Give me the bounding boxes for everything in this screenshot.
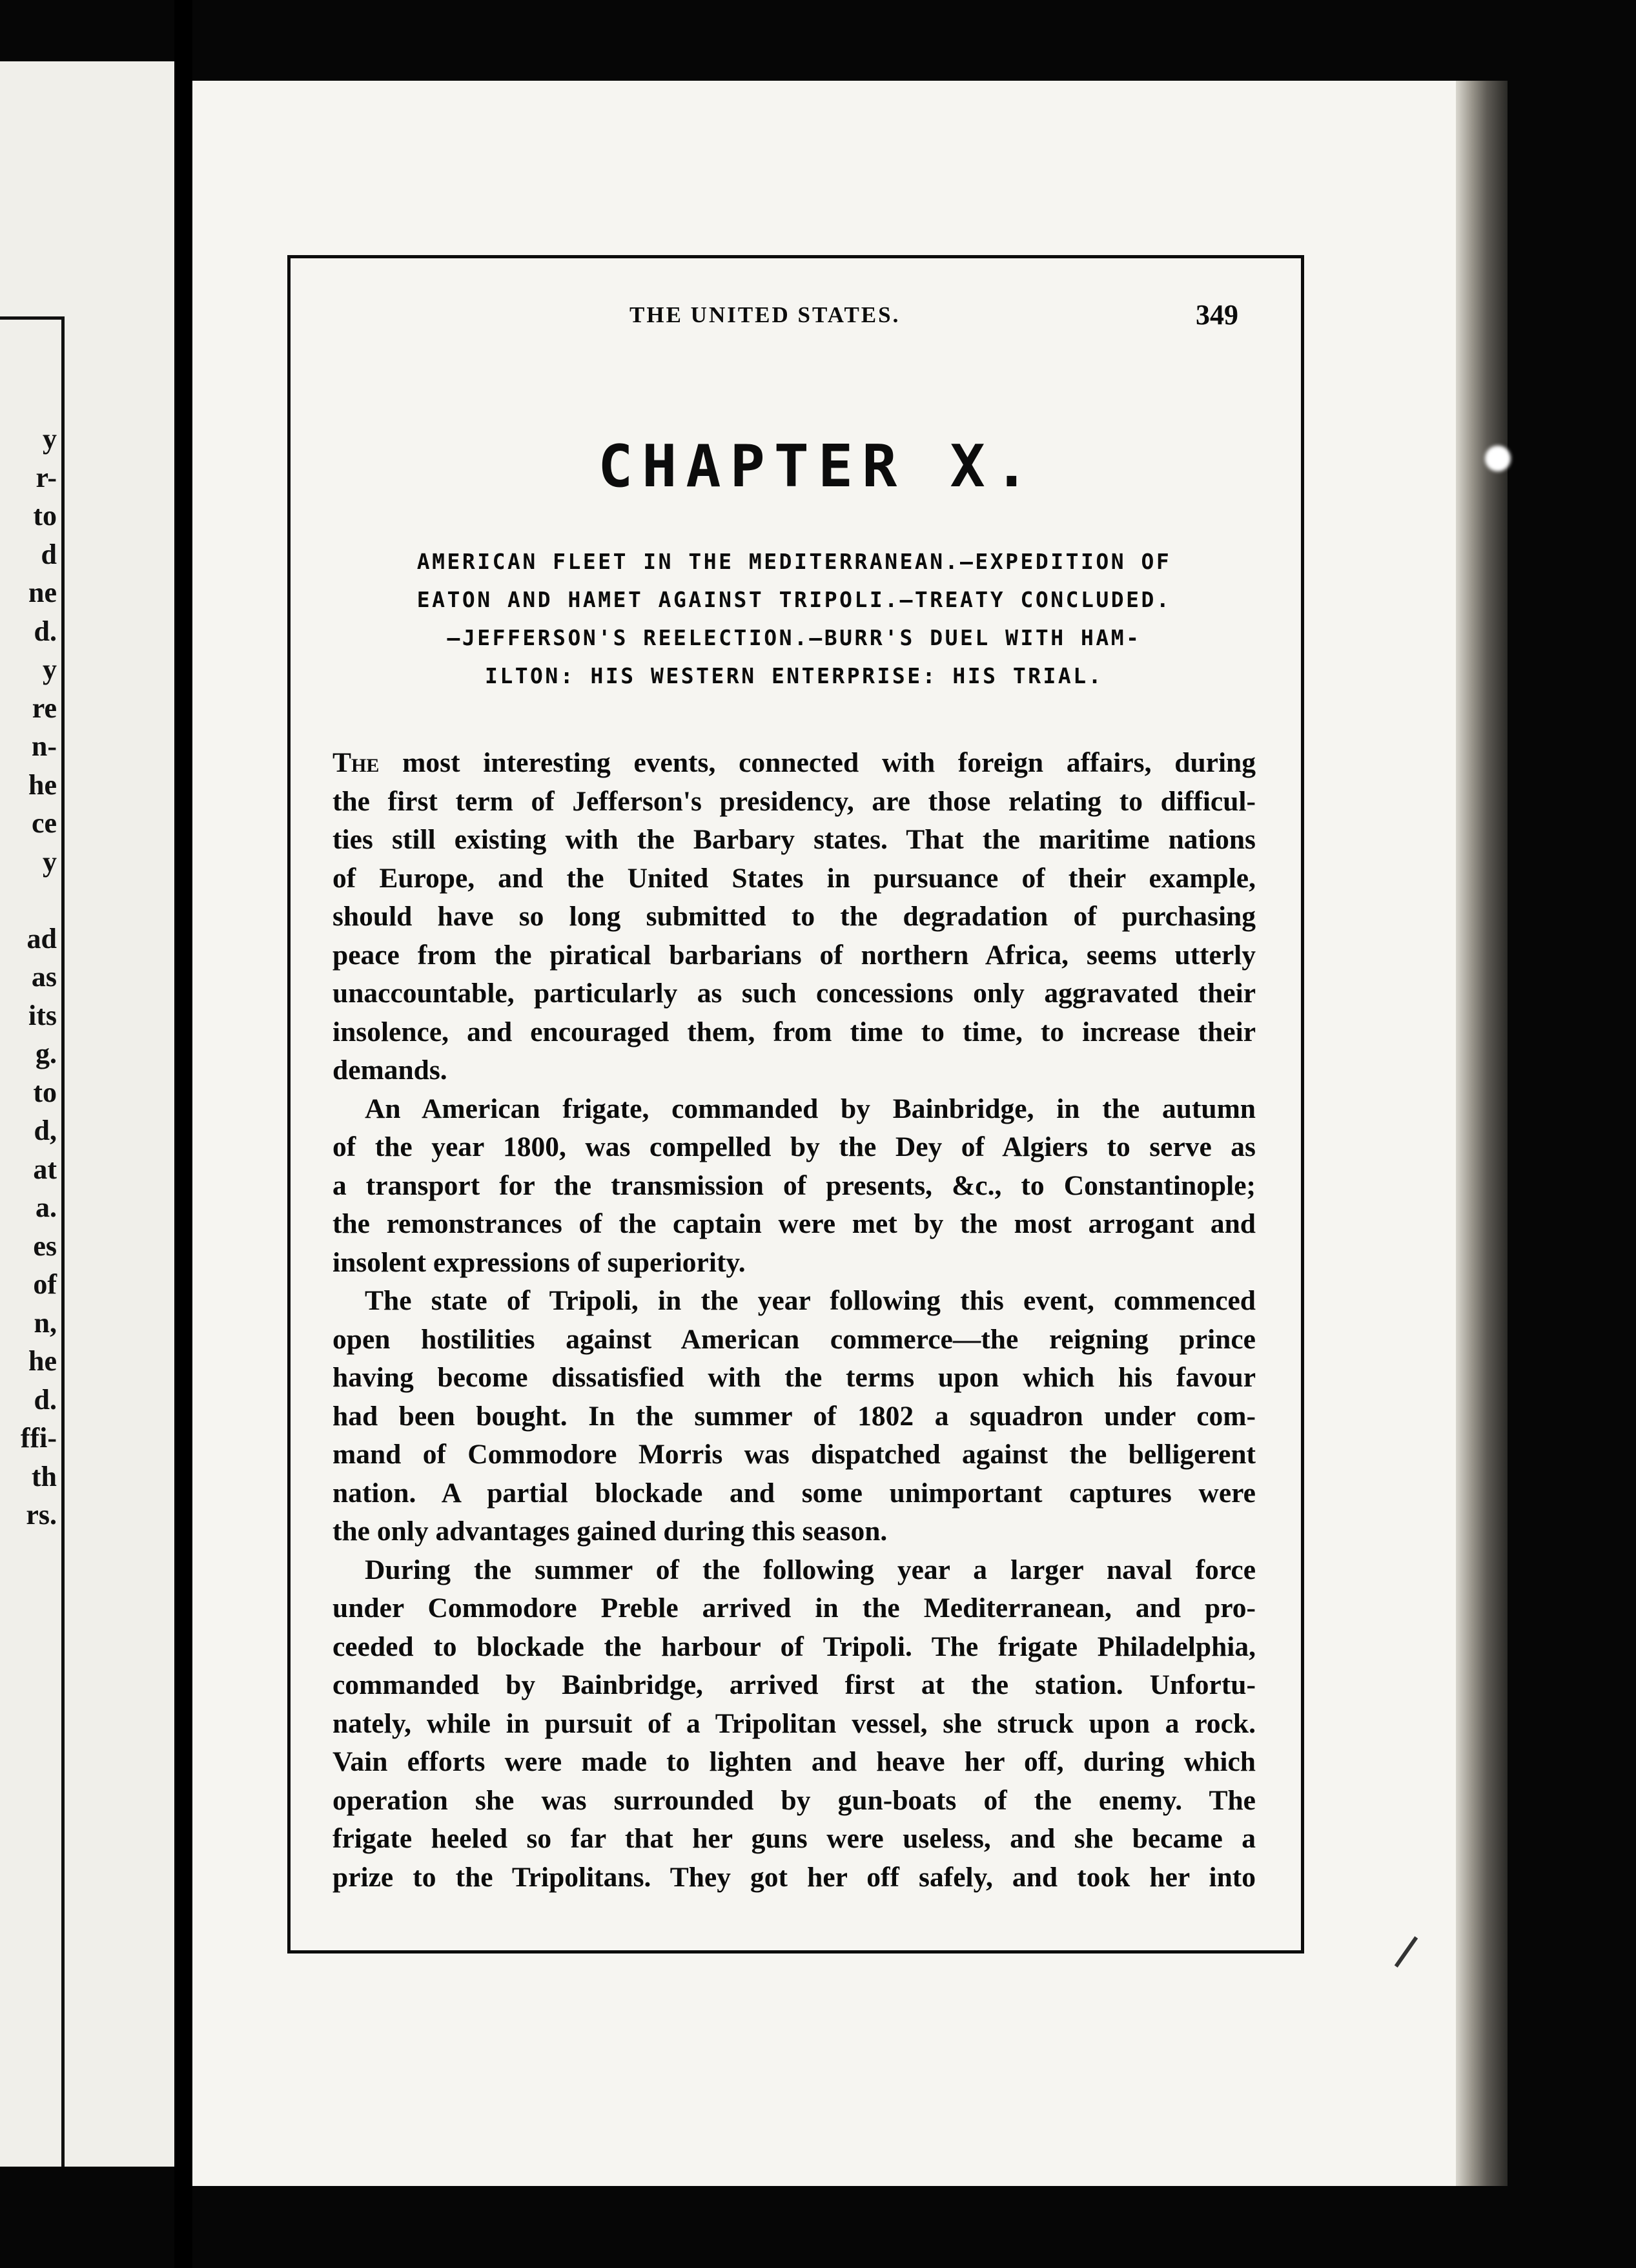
previous-page-line-fragment: y: [43, 654, 57, 685]
text-line: prize to the Tripolitans. They got her off safely, and took her into: [332, 1861, 1256, 1893]
previous-page-line-fragment: he: [28, 1345, 57, 1377]
previous-page-line-fragment: at: [33, 1153, 57, 1185]
previous-page-line-fragment: y: [43, 423, 57, 455]
previous-page-line-fragment: rs.: [26, 1499, 57, 1531]
text-line: open hostilities against American commerce—the reigning prince: [332, 1323, 1256, 1355]
previous-page-line-fragment: d.: [34, 1383, 57, 1416]
text-line: had been bought. In the summer of 1802 a squadron under com-: [332, 1400, 1256, 1432]
running-head: THE UNITED STATES.: [629, 302, 901, 327]
previous-page-line-fragment: g.: [36, 1038, 57, 1069]
body-text: [332, 744, 1256, 1897]
text-line: insolent expressions of superiority.: [332, 1246, 746, 1278]
previous-page-line-fragment: its: [28, 999, 57, 1031]
synopsis-line: EATON AND HAMET AGAINST TRIPOLI.—TREATY CONCLUDED.: [416, 587, 1172, 612]
synopsis-line: ILTON: HIS WESTERN ENTERPRISE: HIS TRIAL.: [484, 663, 1104, 688]
text-line: nation. A partial blockade and some unimportant captures were: [332, 1477, 1256, 1509]
text-line: ties still existing with the Barbary states. That the maritime nations: [332, 824, 1256, 855]
previous-page-line-fragment: of: [33, 1268, 57, 1300]
previous-page: [0, 61, 174, 2167]
previous-page-line-fragment: [0, 881, 57, 920]
text-line: operation she was surrounded by gun-boats of the enemy. The: [332, 1784, 1256, 1816]
previous-page-line-fragment: he: [28, 768, 57, 801]
previous-page-line-fragment: n-: [31, 730, 57, 762]
previous-page-line-fragment: th: [31, 1460, 57, 1492]
text-line: During the summer of the following year a larger naval force: [365, 1554, 1256, 1585]
text-line: insolence, and encouraged them, from time to time, to increase their: [332, 1016, 1256, 1047]
text-line: the remonstrances of the captain were met by the most arrogant and: [332, 1208, 1256, 1239]
page-edges: [1456, 81, 1508, 2186]
previous-page-line-fragment: as: [31, 961, 57, 993]
previous-page-line-fragment: r-: [36, 461, 57, 493]
text-line: should have so long submitted to the degradation of purchasing: [332, 901, 1256, 932]
text-line: The most interesting events, connected with foreign affairs, during: [332, 747, 1256, 778]
previous-page-line-fragment: ne: [28, 577, 57, 608]
previous-page-line-fragment: d: [41, 538, 57, 570]
previous-page-line-fragment: ce: [31, 807, 57, 839]
text-line: frigate heeled so far that her guns were useless, and she became a: [332, 1823, 1256, 1854]
text-line: of the year 1800, was compelled by the Dey of Algiers to serve as: [332, 1131, 1256, 1162]
synopsis-line: —JEFFERSON'S REELECTION.—BURR'S DUEL WITH HAM-: [447, 625, 1141, 650]
drop-word: The: [332, 747, 380, 778]
previous-page-line-fragment: to: [33, 500, 57, 531]
previous-page-line-fragment: ad: [26, 922, 57, 954]
text-line: demands.: [332, 1055, 447, 1086]
text-line: having become dissatisfied with the terms upon which his favour: [332, 1362, 1256, 1393]
text-line: unaccountable, particularly as such concessions only aggravated their: [332, 978, 1256, 1009]
text-line: commanded by Bainbridge, arrived first at the station. Unfortu-: [332, 1669, 1256, 1700]
text-line: mand of Commodore Morris was dispatched against the belligerent: [332, 1439, 1256, 1470]
text-line: ceeded to blockade the harbour of Tripoli. The frigate Philadelphia,: [332, 1631, 1256, 1662]
previous-page-line-fragment: to: [33, 1076, 57, 1108]
text-line: the first term of Jefferson's presidency, are those relating to difficul-: [332, 785, 1256, 817]
chapter-title: CHAPTER X.: [598, 433, 1038, 500]
previous-page-line-fragment: d.: [34, 615, 57, 647]
book-gutter: [174, 0, 192, 2268]
text-line: The state of Tripoli, in the year following this event, commenced: [365, 1285, 1256, 1316]
text-line: the only advantages gained during this season.: [332, 1516, 888, 1547]
text-line: of Europe, and the United States in pursuance of their example,: [332, 862, 1256, 894]
chapter-synopsis: [329, 542, 1259, 695]
text-line: Vain efforts were made to lighten and heave her off, during which: [332, 1746, 1256, 1777]
text-line: a transport for the transmission of presents, &c., to Constantinople;: [332, 1170, 1256, 1201]
previous-page-line-fragment: n,: [34, 1306, 57, 1339]
text-line: An American frigate, commanded by Bainbridge, in the autumn: [365, 1093, 1256, 1124]
text-line: nately, while in pursuit of a Tripolitan vessel, she struck upon a rock.: [332, 1707, 1256, 1739]
page-number: 349: [1196, 299, 1238, 331]
previous-page-line-fragment: re: [32, 692, 57, 724]
previous-page-line-fragment: es: [33, 1230, 57, 1262]
previous-page-line-fragment: a.: [36, 1191, 57, 1223]
previous-page-line-fragment: ffi-: [20, 1422, 57, 1454]
synopsis-line: AMERICAN FLEET IN THE MEDITERRANEAN.—EXPEDITION OF: [416, 549, 1172, 574]
text-line: peace from the piratical barbarians of northern Africa, seems utterly: [332, 939, 1256, 971]
text-line: under Commodore Preble arrived in the Mediterranean, and pro-: [332, 1593, 1256, 1624]
previous-page-text-column: [0, 420, 57, 1534]
previous-page-line-fragment: d,: [34, 1115, 57, 1146]
previous-page-line-fragment: y: [43, 845, 57, 878]
